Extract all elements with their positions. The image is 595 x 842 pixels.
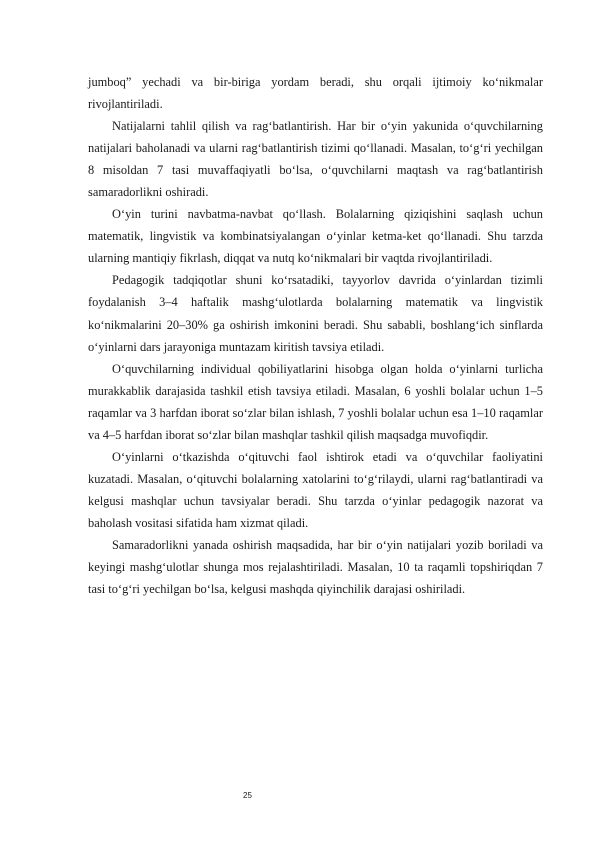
paragraph-pedagogical-research: Pedagogik tadqiqotlar shuni ko‘rsatadiki, tayyorlov davrida o‘yinlardan tizimli foydalanish 3–4 haftalik mashg‘ulotlarda bolalarning matematik va lingvistik ko‘nikmalarini 20–30% ga oshirish imkonini beradi. Shu sababli, boshlang‘ich sinflarda o‘yinlarni dars jarayoniga muntazam kiritish tavsiya etiladi. (88, 273, 543, 354)
body-text (88, 71, 543, 600)
paragraph-effectiveness: Samaradorlikni yanada oshirish maqsadida, har bir o‘yin natijalari yozib boriladi va keyingi mashg‘ulotlar shunga mos rejalashtiriladi. Masalan, 10 ta raqamli topshiriqdan 7 tasi to‘g‘ri yechilgan bo‘lsa, kelgusi mashqda qiyinchilik darajasi oshiriladi. (88, 537, 543, 597)
paragraph-continuation: jumboq” yechadi va bir-biriga yordam beradi, shu orqali ijtimoiy ko‘nikmalar rivojlantiriladi. (88, 75, 543, 112)
paragraph-teacher-role: O‘yinlarni o‘tkazishda o‘qituvchi faol ishtirok etadi va o‘quvchilar faoliyatini kuzatadi. Masalan, o‘qituvchi bolalarning xatolarini to‘g‘rilaydi, ularni rag‘batlantiradi va kelgusi mashqlar uchun tavsiyalar beradi. Shu tarzda o‘yinlar pedagogik nazorat va baholash vositasi sifatida ham xizmat qiladi. (88, 449, 543, 530)
paragraph-game-alternation: O‘yin turini navbatma-navbat qo‘llash. Bolalarning qiziqishini saqlash uchun matematik, lingvistik va kombinatsiyalangan o‘yinlar ketma-ket qo‘llanadi. Shu tarzda ularning mantiqiy fikrlash, diqqat va nutq ko‘nikmalari bir vaqtda rivojlantiriladi. (88, 207, 543, 266)
paragraph-individual-abilities: O‘quvchilarning individual qobiliyatlarini hisobga olgan holda o‘yinlarni turlicha murakkablik darajasida tashkil etish tavsiya etiladi. Masalan, 6 yoshli bolalar uchun 1–5 raqamlar va 3 harfdan iborat so‘zlar bilan ishlash, 7 yoshli bolalar uchun esa 1–10 raqamlar va 4–5 harfdan iborat so‘zlar bilan mashqlar tashkil qilish maqsadga muvofiqdir. (88, 361, 543, 442)
paragraph-results-analysis: Natijalarni tahlil qilish va rag‘batlantirish. Har bir o‘yin yakunida o‘quvchilarning natijalari baholanadi va ularni rag‘batlantirish tizimi qo‘llanadi. Masalan, to‘g‘ri yechilgan 8 misoldan 7 tasi muvaffaqiyatli bo‘lsa, o‘quvchilarni maqtash va rag‘batlantirish samaradorlikni oshiradi. (88, 119, 543, 200)
page-number: 25 (243, 791, 252, 800)
